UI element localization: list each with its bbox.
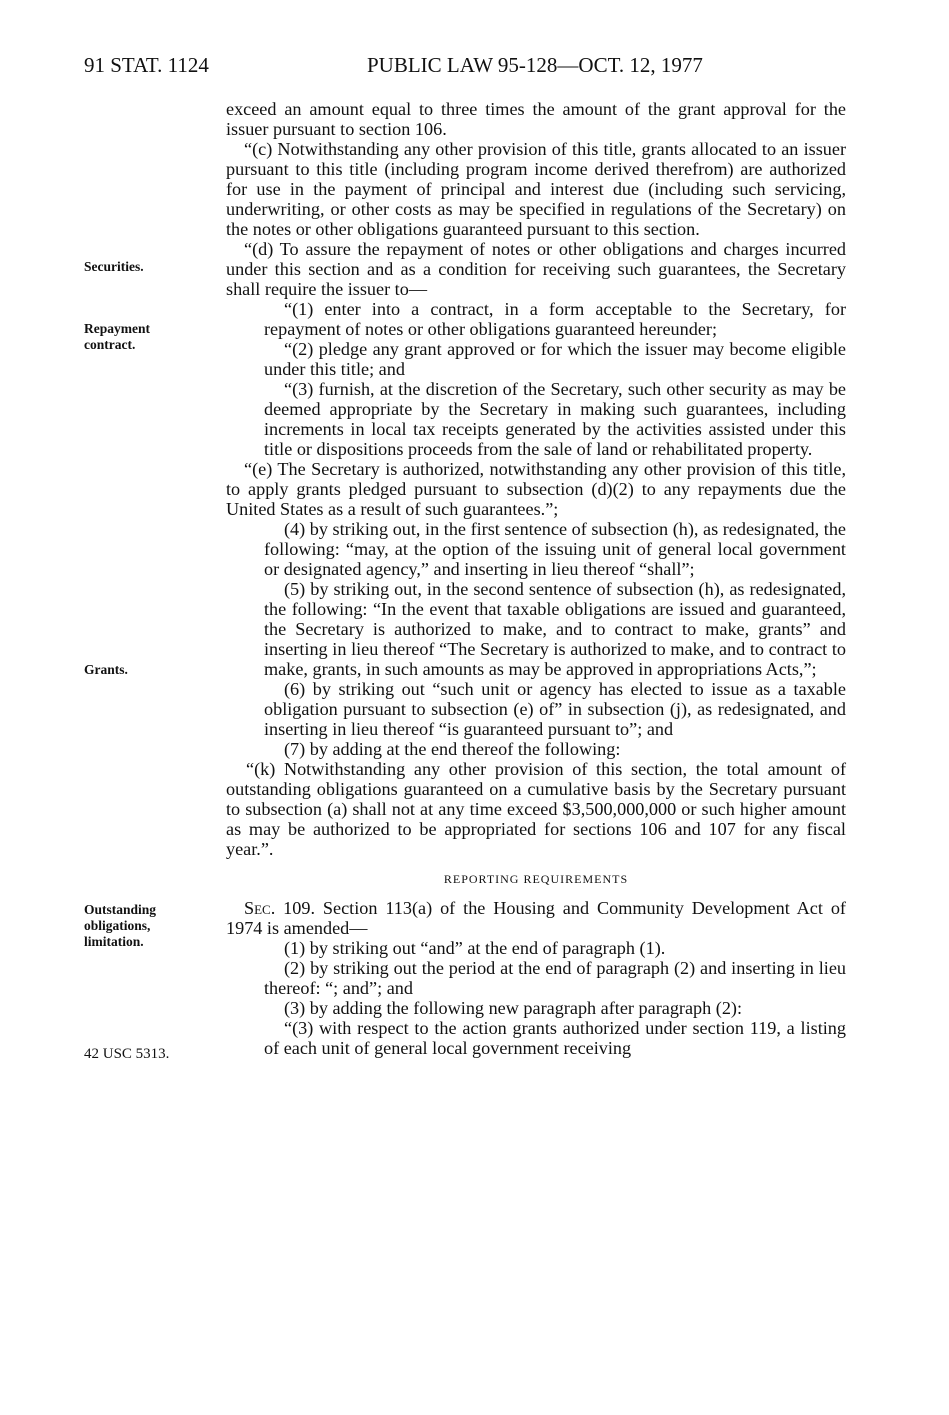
paragraph: (7) by adding at the end thereof the following:	[284, 739, 621, 759]
paragraph: “(3) with respect to the action grants authorized under section 119, a listing of each unit of general local government receiving	[264, 1018, 846, 1058]
margin-note-outstanding-obligations: Outstanding obligations, limitation.	[84, 902, 157, 949]
paragraph: (5) by striking out, in the second sentence of subsection (h), as redesignated, the following: “In the event that taxable obligations are issued and guaranteed, the Secretary is authorized to make, and to contract to make, grants” and inserting in lieu thereof “The Secretary is authorized to make, and to contract to make, grants, in such amounts as may be approved in appropriations Acts,”;	[264, 579, 846, 679]
law-title: PUBLIC LAW 95-128—OCT. 12, 1977	[367, 53, 703, 77]
section-heading: REPORTING REQUIREMENTS	[443, 872, 629, 886]
paragraph: “(c) Notwithstanding any other provision of this title, grants allocated to an issuer pursuant to this title (including program income derived therefrom) are authorized for use in the payment of principal and interest due (including such servicing, underwriting, or other costs as may be specified in regulations of the Secretary) on the notes or other obligations guaranteed pursuant to this section.	[226, 139, 846, 239]
margin-note-securities: Securities.	[84, 259, 144, 274]
body-text	[226, 99, 846, 1058]
paragraph: exceed an amount equal to three times the amount of the grant approval for the issuer pursuant to section 106.	[226, 99, 846, 139]
margin-note-grants: Grants.	[84, 662, 128, 677]
paragraph: “(3) furnish, at the discretion of the Secretary, such other security as may be deemed appropriate by the Secretary in making such guarantees, including increments in local tax receipts generated by the activities assisted under this title or dispositions proceeds from the sale of land or rehabilitated property.	[264, 379, 846, 459]
margin-note-usc-citation: 42 USC 5313.	[84, 1046, 170, 1062]
paragraph: (3) by adding the following new paragraph after paragraph (2):	[284, 998, 743, 1018]
margin-note-repayment-contract: Repayment contract.	[84, 321, 150, 352]
paragraph	[226, 898, 846, 938]
paragraph: (6) by striking out “such unit or agency has elected to issue as a taxable obligation pursuant to subsection (e) of” in subsection (j), as redesignated, and inserting in lieu thereof “is guaranteed pursuant to”; and	[264, 679, 846, 739]
paragraph: “(k) Notwithstanding any other provision of this section, the total amount of outstanding obligations guaranteed on a cumulative basis by the Secretary pursuant to subsection (a) shall not at any time exceed $3,500,000,000 or such higher amount as may be authorized to be appropriated for sections 106 and 107 for any fiscal year.”.	[226, 759, 846, 859]
paragraph: (4) by striking out, in the first sentence of subsection (h), as redesignated, the following: “may, at the option of the issuing unit of general local government or designated agency,” and inserting in lieu thereof “shall”;	[264, 519, 846, 579]
paragraph: “(2) pledge any grant approved or for which the issuer may become eligible under this title; and	[264, 339, 846, 379]
paragraph: “(d) To assure the repayment of notes or other obligations and charges incurred under this section and as a condition for receiving such guarantees, the Secretary shall require the issuer to—	[226, 239, 846, 299]
paragraph: (2) by striking out the period at the end of paragraph (2) and inserting in lieu thereof: “; and”; and	[264, 958, 846, 998]
page-reference: 91 STAT. 1124	[84, 53, 209, 77]
section-label: Sec. 109.	[244, 898, 316, 918]
paragraph: “(1) enter into a contract, in a form acceptable to the Secretary, for repayment of notes or other obligations guaranteed hereunder;	[264, 299, 846, 339]
paragraph: (1) by striking out “and” at the end of paragraph (1).	[284, 938, 666, 958]
section-text: Section 113(a) of the Housing and Community Development Act of 1974 is amended—	[226, 898, 846, 938]
paragraph: “(e) The Secretary is authorized, notwithstanding any other provision of this title, to apply grants pledged pursuant to subsection (d)(2) to any repayments due the United States as a result of such guarantees.”;	[226, 459, 846, 519]
